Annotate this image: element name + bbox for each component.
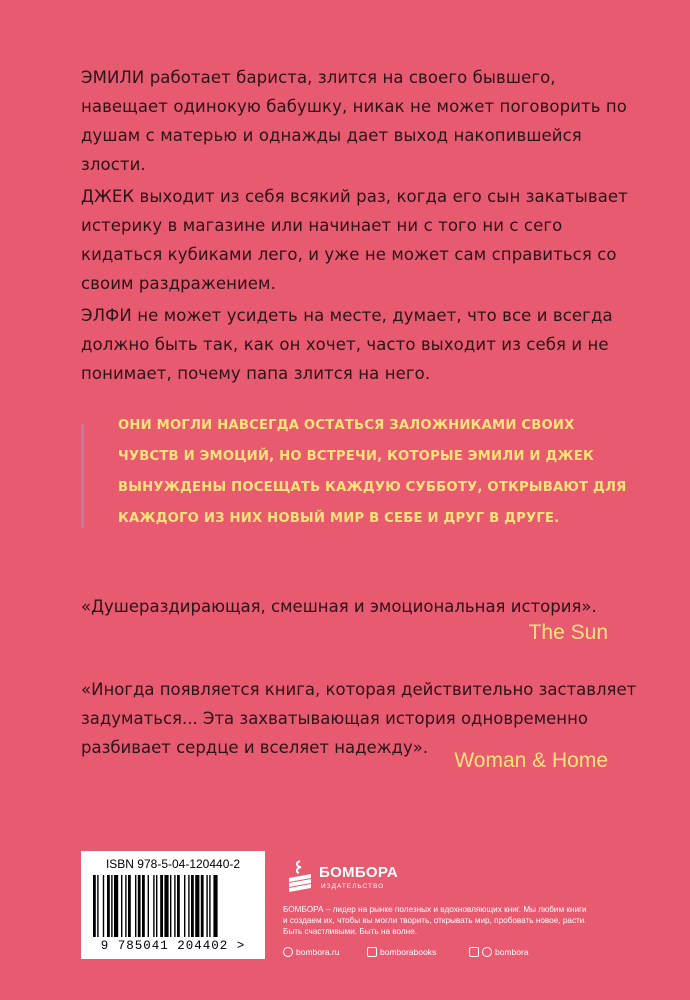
character-paragraph-elfie: ЭЛФИ не может усидеть на месте, думает, что все и всегда должно быть так, как он хочет, часто выходит из себя и не понимает, почему папа злится на него. [81, 306, 613, 383]
telegram-icon [482, 947, 492, 957]
social-links [283, 947, 593, 961]
callout-accent-bar [81, 424, 84, 528]
barcode-bars [89, 875, 257, 939]
publisher-sub: ИЗДАТЕЛЬСТВО [321, 883, 385, 890]
social-label: bomborabooks [380, 947, 437, 957]
globe-icon [283, 947, 293, 957]
character-paragraph-jack: ДЖЕК выходит из себя всякий раз, когда его сын закатывает истерику в магазине или начинает ни с того ни с сего кидаться кубиками лего, и уже не может сам справиться со своим раздражением. [81, 187, 628, 293]
bomb-logo-icon [285, 858, 315, 894]
social-label: bombora.ru [296, 947, 340, 957]
review-quote: «Душераздирающая, смешная и эмоциональная история». [81, 597, 597, 616]
callout-text: ОНИ МОГЛИ НАВСЕГДА ОСТАТЬСЯ ЗАЛОЖНИКАМИ СВОИХ ЧУВСТВ И ЭМОЦИЙ, НО ВСТРЕЧИ, КОТОРЫЕ ЭМИЛИ И ДЖЕК ВЫНУЖДЕНЫ ПОСЕЩАТЬ КАЖДУЮ СУББОТУ, ОТКРЫВАЮТ ДЛЯ КАЖДОГО ИЗ НИХ НОВЫЙ МИР В СЕБЕ И ДРУГ В ДРУГЕ. [118, 418, 627, 526]
barcode [81, 851, 265, 959]
ok-icon [469, 947, 479, 957]
social-item-vk[interactable] [367, 947, 436, 957]
publisher-name: БОМБОРА [319, 864, 399, 881]
social-item-telegram[interactable] [469, 947, 529, 957]
social-item-website[interactable] [283, 947, 339, 957]
character-paragraph-emily: ЭМИЛИ работает бариста, злится на своего бывшего, навещает одинокую бабушку, никак не может поговорить по душам с матерью и однажды дает выход накопившейся злости. [81, 68, 627, 174]
review-source: Woman & Home [454, 749, 608, 772]
barcode-digits: 9 785041 204402 > [100, 939, 246, 953]
publisher-description: БОМБОРА – лидер на рынке полезных и вдохновляющих книг. Мы любим книги и создаем их, чтобы вы могли творить, открывать мир, пробовать новое, расти. Быть счастливыми. Быть на волне. [283, 905, 587, 936]
social-label: bombora [495, 947, 529, 957]
vk-icon [367, 947, 377, 957]
publisher-logo [285, 858, 485, 898]
review-source: The Sun [528, 621, 608, 644]
isbn-label: ISBN 978-5-04-120440-2 [105, 857, 241, 871]
review-quote: «Иногда появляется книга, которая действительно заставляет задуматься... Эта захватывающая история одновременно разбивает сердце и вселяет надежду». [81, 680, 637, 757]
